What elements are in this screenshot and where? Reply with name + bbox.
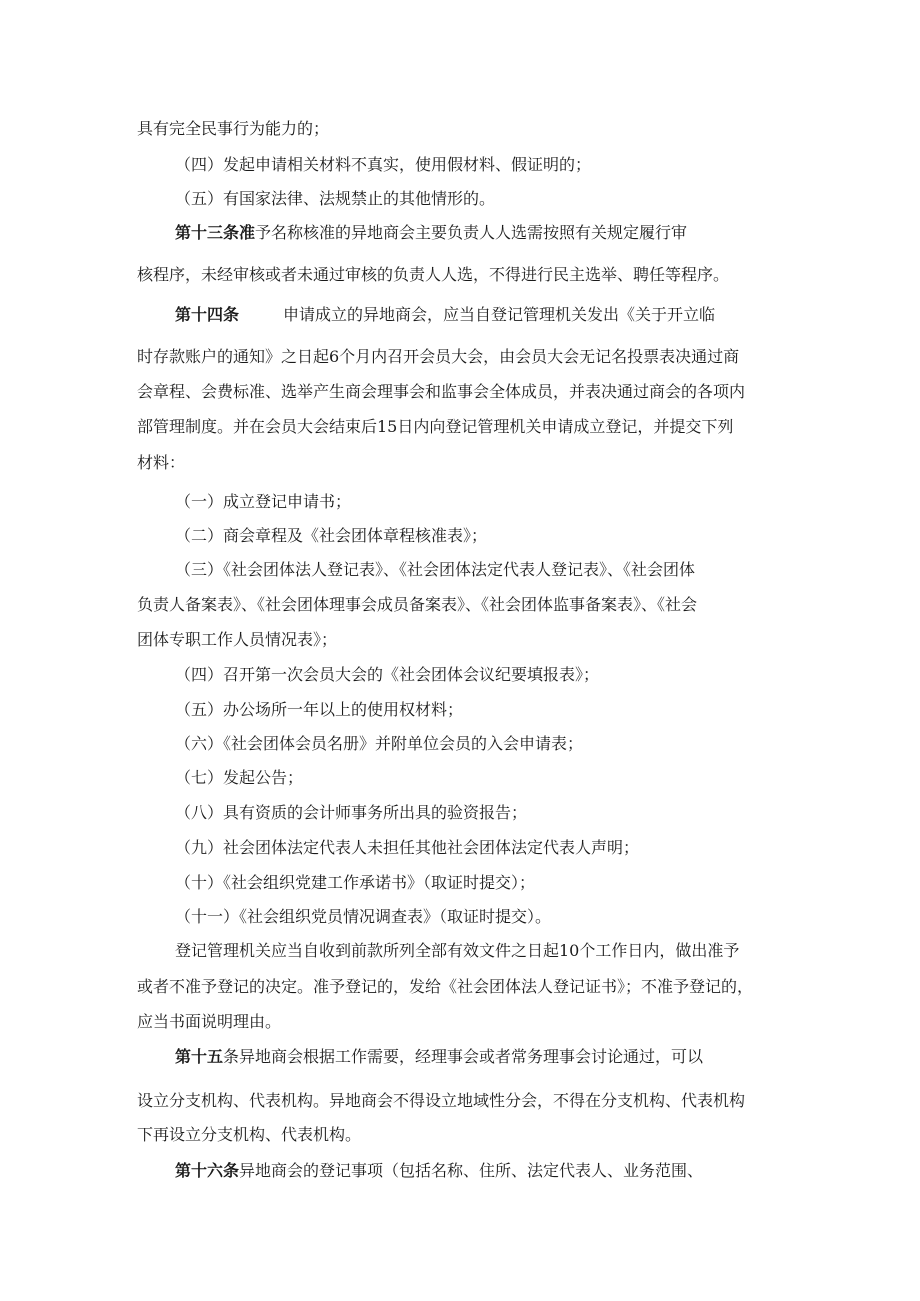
article-13-line: [175, 223, 687, 243]
text-line: 应当书面说明理由。: [137, 1012, 282, 1031]
list-item: （五）办公场所一年以上的使用权材料；: [175, 700, 464, 719]
text-line: 团体专职工作人员情况表》；: [137, 630, 338, 649]
text-line: （五）有国家法律、法规禁止的其他情形的。: [175, 189, 496, 208]
text-line: 登记管理机关应当自收到前款所列全部有效文件之日起10个工作日内，做出准予: [175, 941, 740, 960]
list-item: （二）商会章程及《社会团体章程核准表》；: [175, 526, 488, 545]
text-line: 下再设立分支机构、代表机构。: [137, 1125, 362, 1144]
article-15-line: [175, 1047, 703, 1067]
text-line: 具有完全民事行为能力的；: [137, 119, 330, 138]
list-item: （八）具有资质的会计师事务所出具的验资报告；: [175, 803, 528, 822]
text-line: 会章程、会费标准、选举产生商会理事会和监事会全体成员，并表决通过商会的各项内: [137, 382, 746, 401]
article-16-line: [175, 1161, 703, 1181]
article-14-text: 申请成立的异地商会，应当自登记管理机关发出《关于开立临: [283, 305, 716, 324]
list-item: （十一）《社会组织党员情况调查表》（取证时提交）。: [175, 907, 552, 926]
text-line: 时存款账户的通知》之日起6个月内召开会员大会，由会员大会无记名投票表决通过商: [137, 347, 740, 366]
list-item: （六）《社会团体会员名册》并附单位会员的入会申请表；: [175, 734, 584, 753]
article-14-heading: 第十四条: [175, 305, 240, 324]
article-16-heading: 第十六条: [175, 1161, 240, 1180]
article-14-line: [175, 305, 715, 325]
text-line: 部管理制度。并在会员大会结束后15日内向登记管理机关申请成立登记，并提交下列: [137, 417, 734, 436]
article-15-heading: 第十五: [175, 1047, 224, 1066]
article-13-heading: 第十三条准: [175, 223, 256, 242]
list-item: （十）《社会组织党建工作承诺书》（取证时提交）；: [175, 873, 536, 892]
text-line: 设立分支机构、代表机构。异地商会不得设立地域性分会，不得在分支机构、代表机构: [137, 1091, 746, 1110]
text-line: （四）发起申请相关材料不真实，使用假材料、假证明的；: [175, 155, 592, 174]
article-13-text: 予名称核准的异地商会主要负责人人选需按照有关规定履行审: [255, 223, 688, 242]
text-line: 核程序，未经审核或者未通过审核的负责人人选，不得进行民主选举、聘任等程序。: [137, 265, 730, 284]
text-line: 负责人备案表》、《社会团体理事会成员备案表》、《社会团体监事备案表》、《社会: [137, 595, 698, 614]
list-item: （七）发起公告；: [175, 768, 304, 787]
text-line: 或者不准予登记的决定。准予登记的，发给《社会团体法人登记证书》；不准予登记的，: [137, 977, 754, 996]
article-16-text: 异地商会的登记事项（包括名称、住所、法定代表人、业务范围、: [239, 1161, 704, 1180]
list-item: （一）成立登记申请书；: [175, 492, 352, 511]
list-item: （三）《社会团体法人登记表》、《社会团体法定代表人登记表》、《社会团体: [175, 560, 696, 579]
text-line: 材料：: [137, 453, 186, 472]
article-15-text: 条异地商会根据工作需要，经理事会或者常务理事会讨论通过，可以: [223, 1047, 704, 1066]
list-item: （九）社会团体法定代表人未担任其他社会团体法定代表人声明；: [175, 838, 640, 857]
list-item: （四）召开第一次会员大会的《社会团体会议纪要填报表》；: [175, 665, 600, 684]
